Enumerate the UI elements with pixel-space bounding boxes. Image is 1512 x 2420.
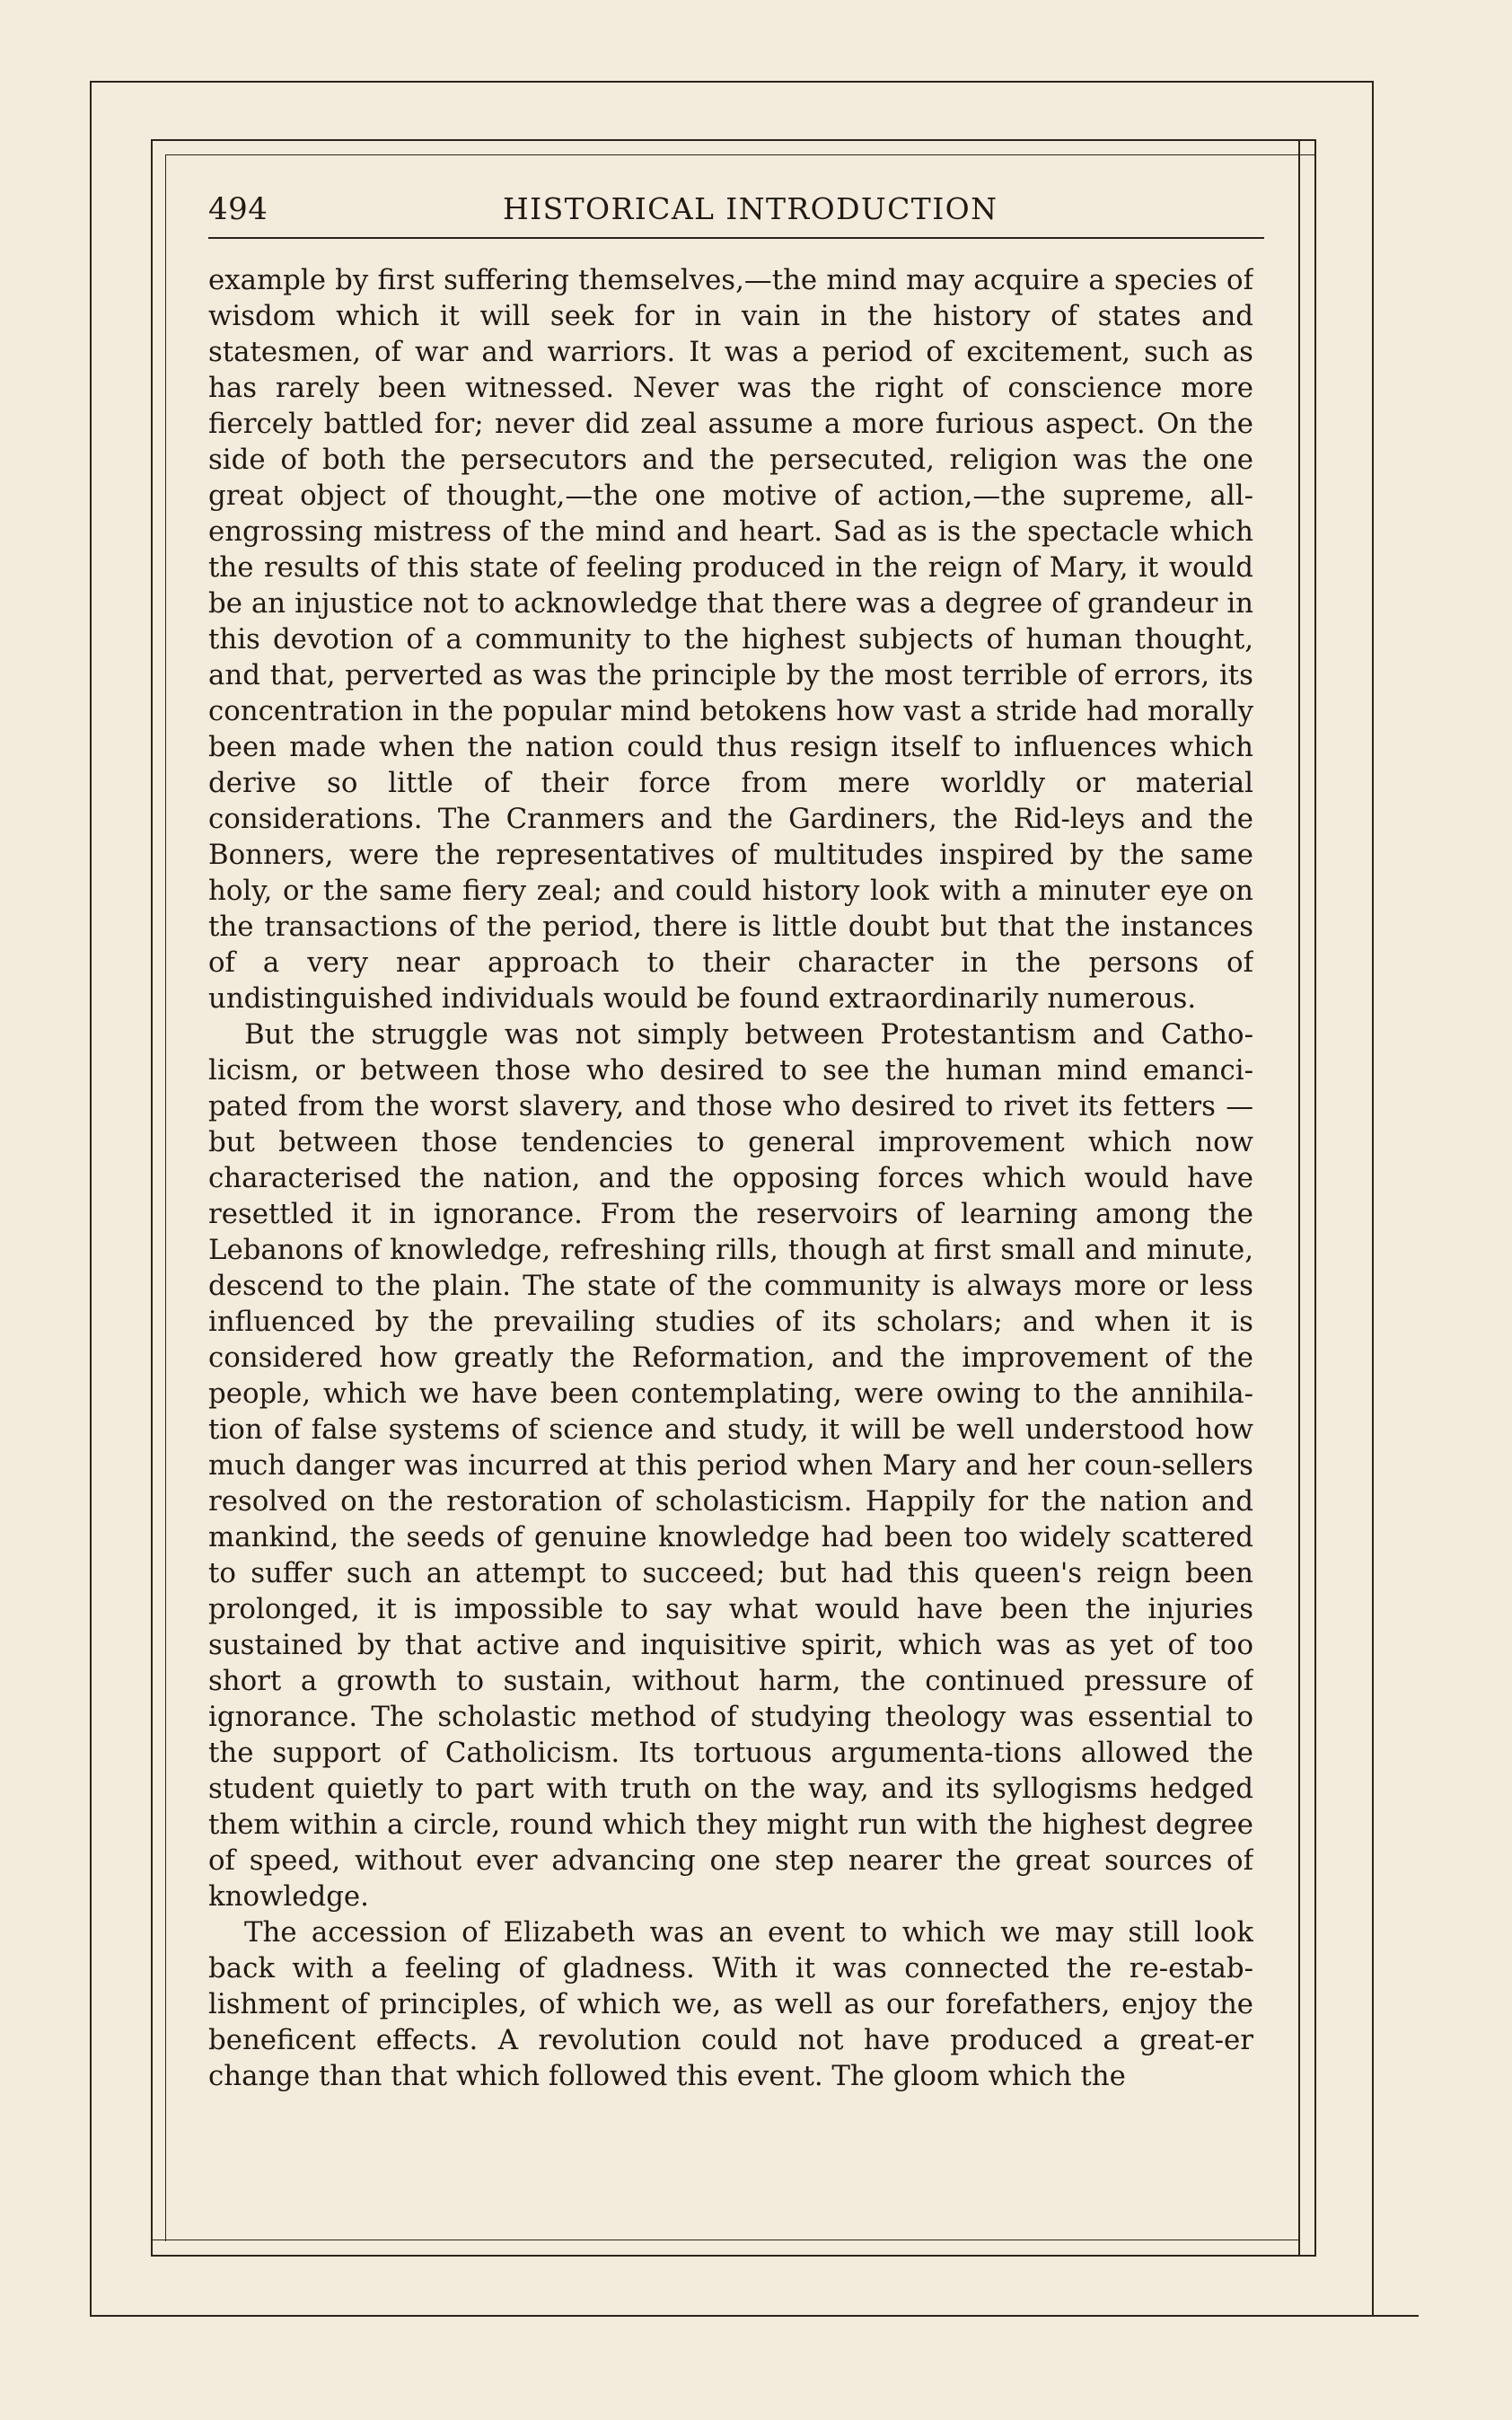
outer-frame-left [90,81,92,2317]
header-rule [208,237,1264,239]
body-text [208,262,1253,2135]
outer-frame-bottom [90,2315,1419,2317]
outer-frame-right [1372,81,1374,2317]
inner-frame-top-1 [151,139,1316,141]
page-number: 494 [208,191,268,227]
outer-frame-top [90,81,1374,83]
inner-frame-left-1 [151,139,153,2257]
paragraph-3: The accession of Elizabeth was an event to which we may still look back with a feeling of gladness. With it was connected the re-estab-lishment of principles, of which we, as well as our forefathers, enjoy the beneficent effects. A revolution could not have produced a great-er change than that which followed this event. The gloom which the [208,1916,1253,2092]
inner-frame-right-1 [1298,139,1300,2257]
paragraph-1: example by first suffering themselves,—the mind may acquire a species of wisdom which it will seek for in vain in the history of states and statesmen, of war and warriors. It was a period of excitement, such as has rarely been witnessed. Never was the right of conscience more fiercely battled for; never did zeal assume a more furious aspect. On the side of both the persecutors and the persecuted, religion was the one great object of thought,—the one motive of action,—the supreme, all-engrossing mistress of the mind and heart. Sad as is the spectacle which the results of this state of feeling produced in the reign of Mary, it would be an injustice not to acknowledge that there was a degree of grandeur in this devotion of a community to the highest subjects of human thought, and that, perverted as was the principle by the most terrible of errors, its concentration in the popular mind betokens how vast a stride had morally been made when the nation could thus resign itself to influences which derive so little of their force from mere worldly or material considerations. The Cranmers and the Gardiners, the Rid-leys and the Bonners, were the representatives of multitudes inspired by the same holy, or the same fiery zeal; and could history look with a minuter eye on the transactions of the period, there is little doubt but that the instances of a very near approach to their character in the persons of undistinguished individuals would be found extraordinarily numerous. [208,264,1253,1015]
running-head: HISTORICAL INTRODUCTION [503,191,998,226]
paragraph-2: But the struggle was not simply between Protestantism and Catho-licism, or between those who desired to see the human mind emanci-pated from the worst slavery, and those who desired to rivet its fetters —but between those tendencies to general improvement which now characterised the nation, and the opposing forces which would have resettled it in ignorance. From the reservoirs of learning among the Lebanons of knowledge, refreshing rills, though at first small and minute, descend to the plain. The state of the community is always more or less influenced by the prevailing studies of its scholars; and when it is considered how greatly the Reformation, and the improvement of the people, which we have been contemplating, were owing to the annihila-tion of false systems of science and study, it will be well understood how much danger was incurred at this period when Mary and her coun-sellers resolved on the restoration of scholasticism. Happily for the nation and mankind, the seeds of genuine knowledge had been too widely scattered to suffer such an attempt to succeed; but had this queen's reign been prolonged, it is impossible to say what would have been the injuries sustained by that active and inquisitive spirit, which was as yet of too short a growth to sustain, without harm, the continued pressure of ignorance. The scholastic method of studying theology was essential to the support of Catholicism. Its tortuous argumenta-tions allowed the student quietly to part with truth on the way, and its syllogisms hedged them within a circle, round which they might run with the highest degree of speed, without ever advancing one step nearer the great sources of knowledge. [208,1018,1253,1913]
inner-frame-bottom-2 [151,2255,1316,2257]
inner-frame-right-2 [1314,139,1316,2257]
inner-frame-left-2 [165,154,166,2241]
inner-frame-top-2 [165,154,1316,155]
